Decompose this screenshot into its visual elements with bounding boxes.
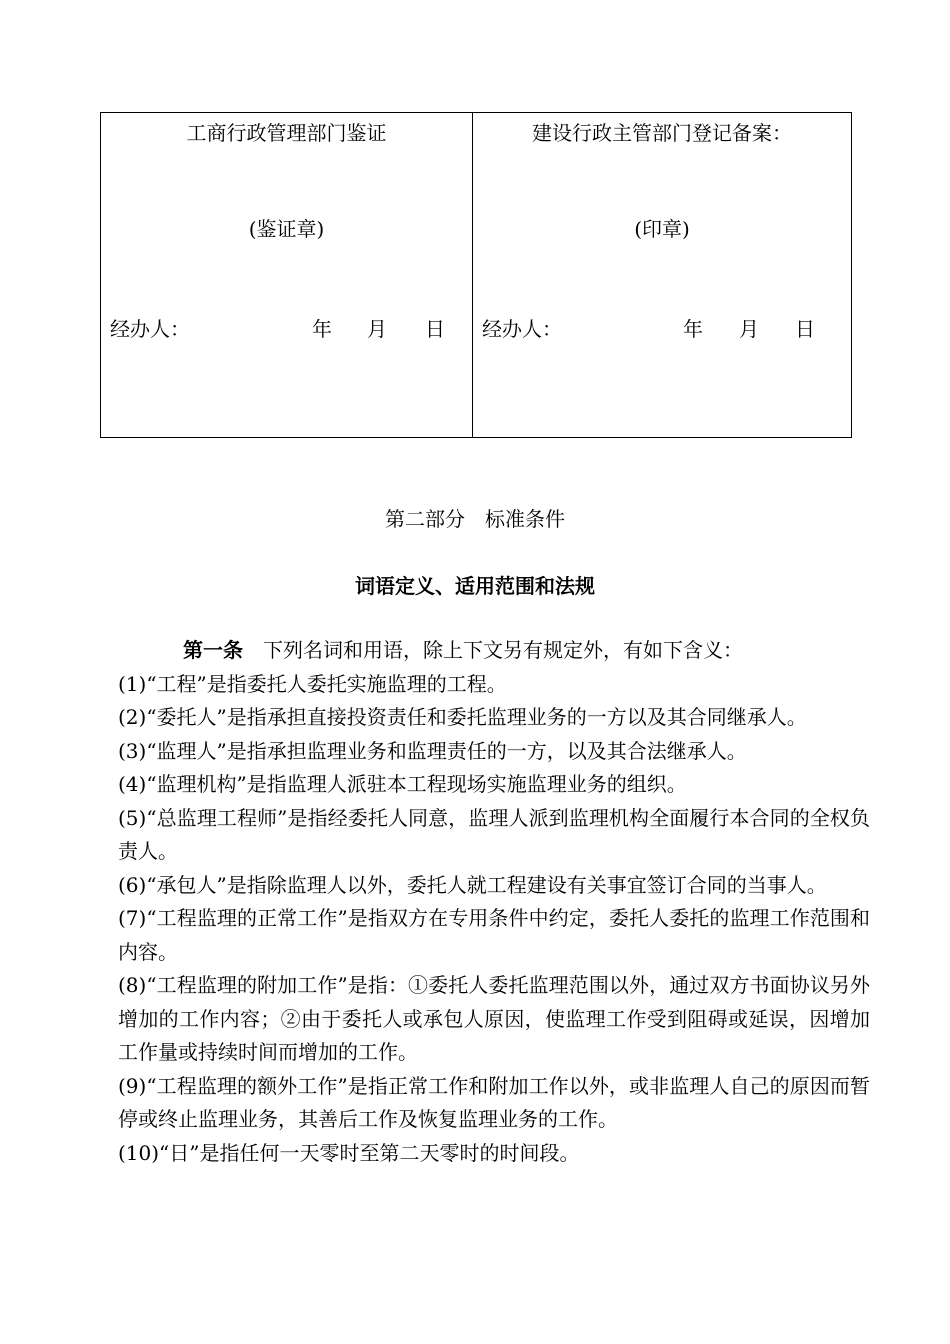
definition-item: (10)“日”是指任何一天零时至第二天零时的时间段。	[118, 1140, 580, 1165]
date-day: 日	[795, 317, 815, 341]
definition-item: (7)“工程监理的正常工作”是指双方在专用条件中约定，委托人委托的监理工作范围和内容。	[118, 906, 870, 964]
date-year: 年	[312, 317, 332, 341]
date-month: 月	[739, 317, 759, 341]
section-title: 第二部分 标准条件	[385, 507, 565, 531]
definition-item: (8)“工程监理的附加工作”是指：①委托人委托监理范围以外，通过双方书面协议另外增加的工作内容；②由于委托人或承包人原因，使监理工作受到阻碍或延误，因增加工作量或持续时间而增加的工作。	[118, 973, 870, 1064]
definition-item: (3)“监理人”是指承担监理业务和监理责任的一方，以及其合法继承人。	[118, 738, 747, 763]
seal-placeholder: (印章)	[634, 217, 690, 241]
definition-item: (4)“监理机构”是指监理人派驻本工程现场实施监理业务的组织。	[118, 772, 687, 796]
definition-item: (1)“工程”是指委托人委托实施监理的工程。	[118, 671, 507, 696]
section-subtitle: 词语定义、适用范围和法规	[355, 574, 595, 598]
article-intro-line	[118, 634, 870, 668]
cell-title: 工商行政管理部门鉴证	[186, 121, 387, 145]
date-year: 年	[683, 317, 703, 341]
seal-placeholder: (鉴证章)	[248, 217, 325, 241]
certification-table	[100, 112, 852, 438]
definition-item: (5)“总监理工程师”是指经委托人同意，监理人派到监理机构全面履行本合同的全权负责人。	[118, 805, 870, 863]
article-label: 第一条	[183, 638, 243, 662]
article-intro: 下列名词和用语，除上下文另有规定外，有如下含义：	[263, 638, 743, 662]
definition-item: (9)“工程监理的额外工作”是指正常工作和附加工作以外，或非监理人自己的原因而暂停或终止监理业务，其善后工作及恢复监理业务的工作。	[118, 1073, 870, 1131]
article-body	[118, 634, 870, 1170]
handler-label: 经办人：	[110, 317, 190, 341]
definition-item: (6)“承包人”是指除监理人以外，委托人就工程建设有关事宜签订合同的当事人。	[118, 872, 827, 897]
date-day: 日	[425, 317, 445, 341]
date-month: 月	[367, 317, 387, 341]
cell-title: 建设行政主管部门登记备案：	[532, 121, 792, 145]
certification-cell-commerce	[101, 113, 472, 437]
certification-cell-construction	[473, 113, 851, 437]
definition-item: (2)“委托人”是指承担直接投资责任和委托监理业务的一方以及其合同继承人。	[118, 705, 807, 729]
handler-label: 经办人：	[482, 317, 562, 341]
